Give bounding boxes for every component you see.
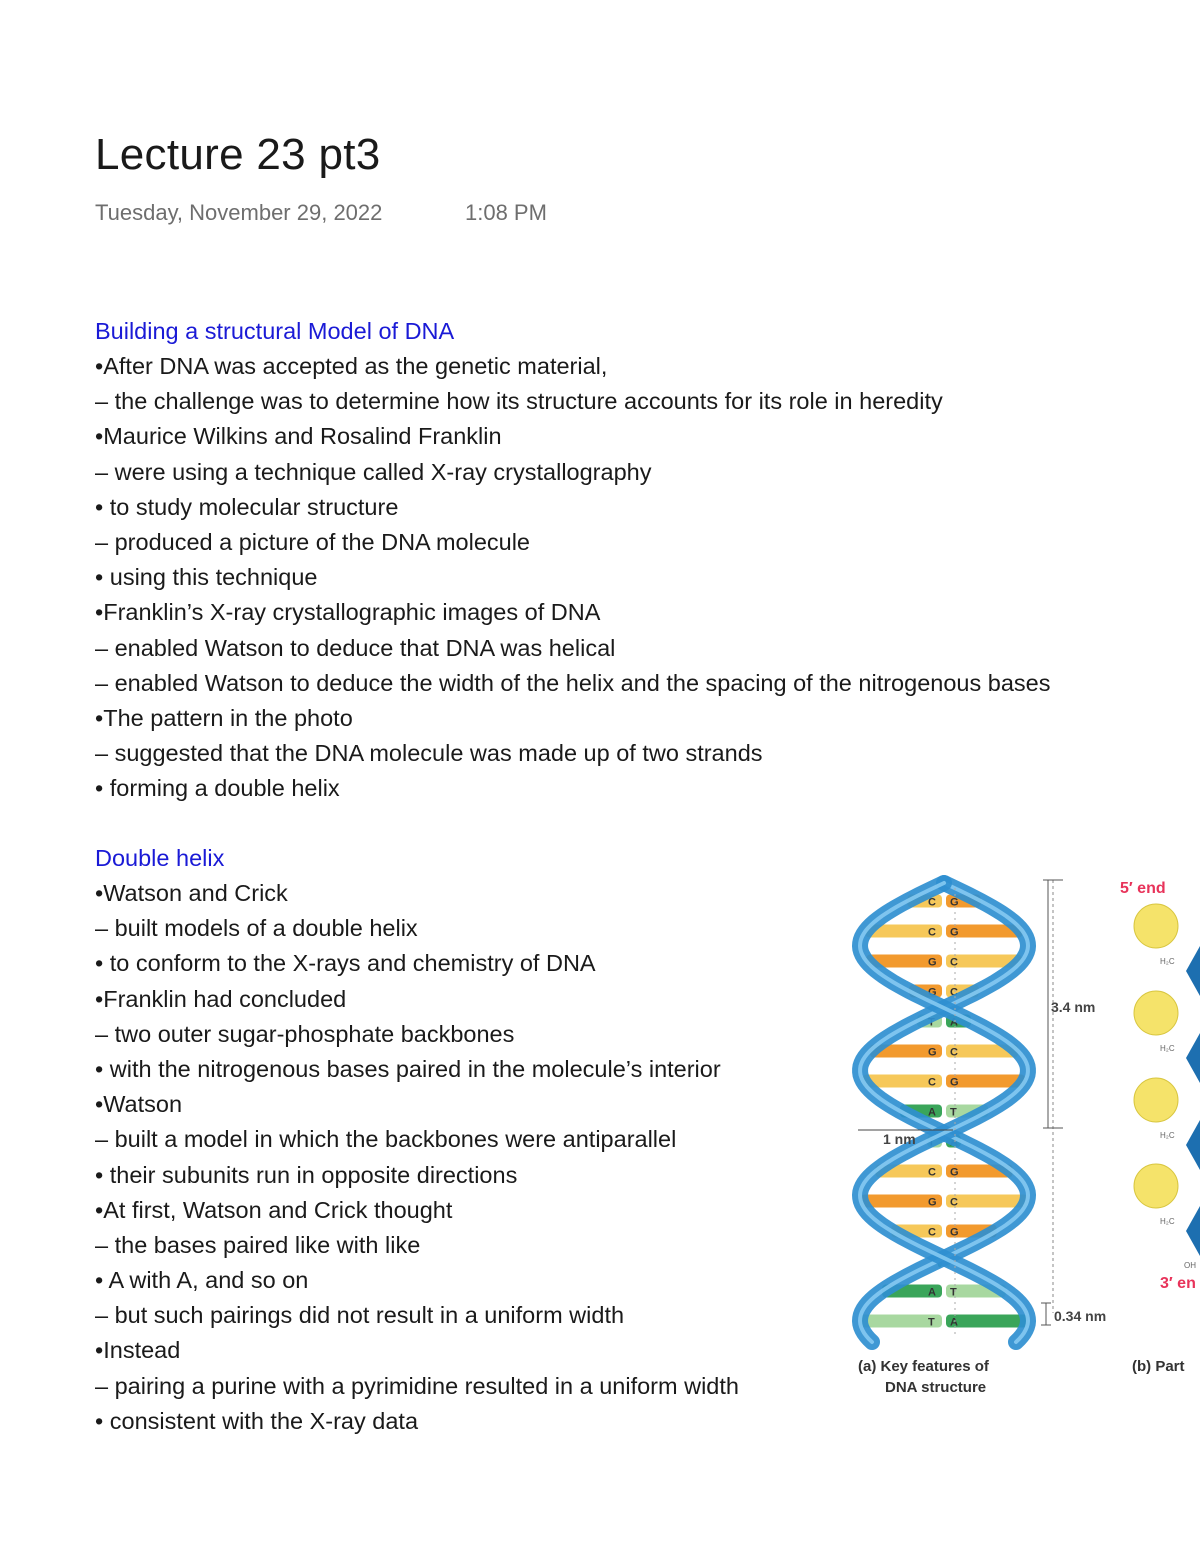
section-lines [95,349,1050,806]
base-letter: G [928,1196,937,1209]
text-line: •Watson and Crick [95,880,288,906]
text-line: – enabled Watson to deduce the width of the helix and the spacing of the nitrogenous bases [95,669,1051,696]
base-letter: G [928,1046,937,1059]
dna-structure-figure [848,868,1200,1408]
spacing-label: 0.34 nm [1054,1308,1107,1324]
deoxyribose-sugar [1186,946,1200,996]
section-heading: Building a structural Model of DNA [95,318,455,344]
base-letter: G [928,986,937,999]
deoxyribose-sugar [1186,1206,1200,1256]
page-title: Lecture 23 pt3 [95,130,381,179]
sugar-phosphate-backbone [860,883,1028,1342]
caption-a: (a) Key features of [858,1358,989,1375]
caption-a-line2: DNA structure [885,1379,987,1396]
text-line: – pairing a purine with a pyrimidine resulted in a uniform width [95,1372,739,1399]
base-letter: T [928,1316,935,1329]
pitch-label: 3.4 nm [1051,999,1096,1015]
base-letter: C [928,896,936,909]
base-letter: A [928,1286,936,1299]
base-letter: G [950,896,959,909]
base-letter: T [928,1136,935,1149]
base-letter: C [950,986,958,999]
five-prime-label: 5′ end [1120,880,1166,897]
base-letter: T [928,1016,935,1029]
phosphate-group [1134,991,1178,1035]
text-line: •At first, Watson and Crick thought [95,1196,453,1223]
sugar-carbon-label: H₂C [1160,1217,1175,1226]
page-date: Tuesday, November 29, 2022 [95,200,383,225]
text-line: •Maurice Wilkins and Rosalind Franklin [95,423,502,450]
text-line: – but such pairings did not result in a uniform width [95,1302,625,1329]
text-line: •Franklin’s X-ray crystallographic images of DNA [95,599,601,626]
base-letter: C [928,1166,936,1179]
base-letter: T [950,1286,957,1299]
base-letter: A [928,1106,936,1119]
text-line: • forming a double helix [95,775,340,802]
text-line: •Franklin had concluded [95,985,347,1012]
sugar-phosphate-backbone [860,883,1028,1342]
text-line: • with the nitrogenous bases paired in the molecule’s interior [95,1055,721,1082]
base-letter: G [928,956,937,969]
base-letter: G [950,1166,959,1179]
width-label: 1 nm [883,1131,916,1147]
text-line: • to study molecular structure [95,493,399,520]
base-letter: A [950,1016,958,1029]
nucleotide-chain-group [1134,904,1200,1270]
text-line: • consistent with the X-ray data [95,1407,419,1434]
dna-figure-svg [848,868,1200,1408]
base-letter: G [950,1076,959,1089]
base-letter: C [928,926,936,939]
text-line: • using this technique [95,564,318,591]
sugar-carbon-label: H₂C [1160,1044,1175,1053]
base-letter: T [950,1106,957,1119]
base-letter: A [950,1316,958,1329]
base-letter: C [928,1076,936,1089]
page-meta [95,200,547,226]
backbone-highlight [860,883,1028,1342]
text-line: – two outer sugar-phosphate backbones [95,1020,515,1047]
hydroxyl-label: OH [1184,1261,1196,1270]
text-line: • their subunits run in opposite directions [95,1161,518,1188]
nucleotide-base [946,1195,1027,1208]
section-lines [95,876,739,1439]
text-line: •Watson [95,1091,183,1118]
text-line: – suggested that the DNA molecule was made up of two strands [95,740,763,767]
base-letter: G [950,926,959,939]
base-letter: C [950,1196,958,1209]
backbones-group [860,883,1028,1342]
text-line: – built models of a double helix [95,915,418,942]
backbone-highlight [860,883,1028,1342]
base-letter: C [950,1046,958,1059]
text-line: – built a model in which the backbones were antiparallel [95,1126,677,1153]
three-prime-label: 3′ en [1160,1275,1196,1292]
phosphate-group [1134,904,1178,948]
sugar-carbon-label: H₂C [1160,957,1175,966]
text-line: •After DNA was accepted as the genetic material, [95,353,608,379]
section-structural-model [95,314,1050,806]
base-letter: A [950,1136,958,1149]
base-letter: C [950,956,958,969]
text-line: •Instead [95,1337,181,1364]
sugar-carbon-label: H₂C [1160,1131,1175,1140]
deoxyribose-sugar [1186,1120,1200,1170]
text-line: • to conform to the X-rays and chemistry of DNA [95,950,596,977]
phosphate-group [1134,1164,1178,1208]
base-letter: C [928,1226,936,1239]
page-time: 1:08 PM [465,200,547,225]
deoxyribose-sugar [1186,1033,1200,1083]
section-double-helix [95,841,739,1439]
phosphate-group [1134,1078,1178,1122]
caption-b: (b) Part [1132,1358,1185,1375]
nucleotide-base [946,1315,1028,1328]
section-heading: Double helix [95,845,225,871]
text-line: • A with A, and so on [95,1267,309,1294]
text-line: – the challenge was to determine how its structure accounts for its role in heredity [95,388,943,415]
base-letter: G [950,1226,959,1239]
text-line: – produced a picture of the DNA molecule [95,528,531,555]
text-line: – the bases paired like with like [95,1231,421,1258]
text-line: – enabled Watson to deduce that DNA was helical [95,634,616,661]
text-line: •The pattern in the photo [95,704,353,731]
text-line: – were using a technique called X-ray crystallography [95,458,652,485]
